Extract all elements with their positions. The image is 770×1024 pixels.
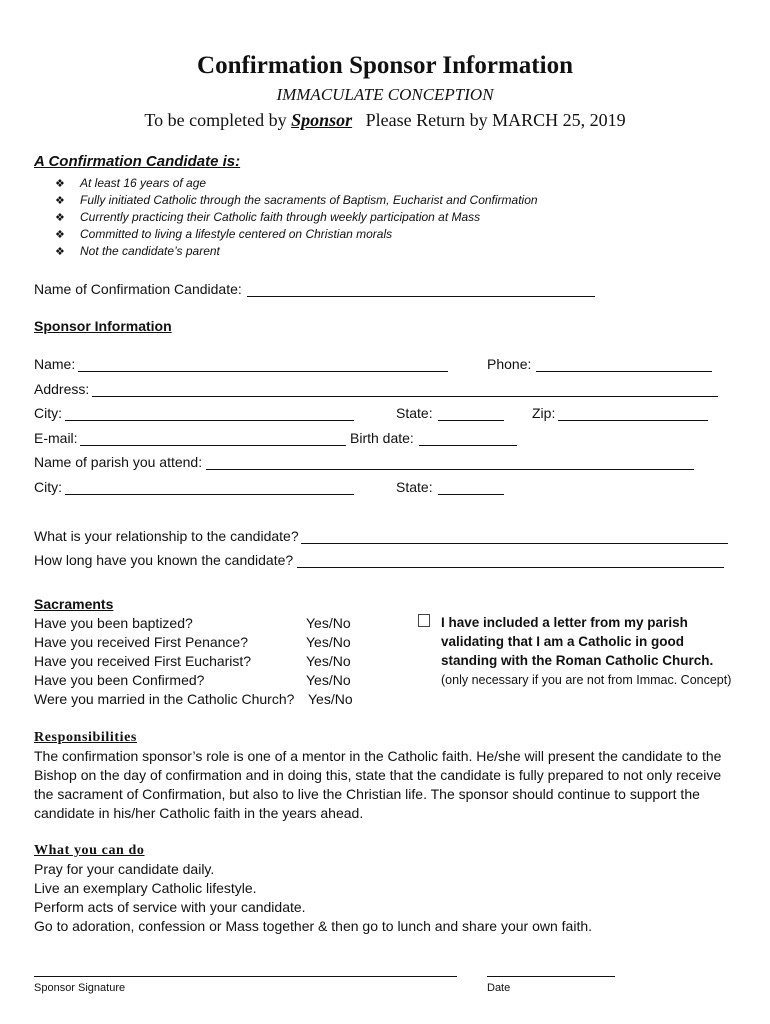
letter-text: I have included a letter from my parish [441, 615, 688, 630]
bullet-icon: ❖ [55, 246, 65, 258]
responsibilities-text: The confirmation sponsor’s role is one of a mentor in the Catholic faith. He/she will present the candidate to the Bishop on the day of confirmation and in doing this, state that the candidate is fully prepared to not only receive the sacrament of Confirmation, but also to live the Christian life. The sponsor should continue to support the candidate in his/her Catholic faith in the years ahead. [34, 748, 722, 821]
list-item: Pray for your candidate daily. [34, 861, 215, 877]
list-item: Go to adoration, confession or Mass together & then go to lunch and share your own faith. [34, 918, 593, 934]
sponsor-name-field[interactable] [78, 371, 448, 372]
letter-text: validating that I am a Catholic in good [441, 634, 685, 649]
sponsor-signature-label: Sponsor Signature [34, 982, 126, 994]
parish-state-label: State: [396, 479, 433, 495]
candidate-heading: A Confirmation Candidate is: [34, 153, 241, 170]
date-field[interactable] [487, 976, 615, 977]
yes-no-answer[interactable]: Yes/No [308, 691, 353, 707]
parish-city-label: City: [34, 479, 62, 495]
yes-no-answer[interactable]: Yes/No [306, 672, 351, 688]
sacrament-question: Have you received First Eucharist? [34, 653, 252, 669]
address-label: Address: [34, 381, 90, 397]
completed-prefix: To be completed by [144, 110, 287, 130]
responsibilities-heading: Responsibilities [34, 730, 137, 745]
yes-no-answer[interactable]: Yes/No [306, 653, 351, 669]
parish-state-field[interactable] [438, 494, 504, 495]
state-label: State: [396, 405, 433, 421]
email-field[interactable] [80, 445, 346, 446]
bullet-icon: ❖ [55, 229, 65, 241]
sponsor-heading: Sponsor Information [34, 318, 172, 334]
sacrament-question: Have you been Confirmed? [34, 672, 205, 688]
criterion-item: ❖ Committed to living a lifestyle centered on Christian morals [55, 227, 393, 241]
relationship-label: What is your relationship to the candidate? [34, 528, 299, 544]
candidate-name-label: Name of Confirmation Candidate: [34, 281, 242, 297]
parish-city-field[interactable] [65, 494, 354, 495]
zip-label: Zip: [532, 405, 556, 421]
phone-label: Phone: [487, 356, 532, 372]
completed-by-line [0, 110, 770, 131]
bullet-icon: ❖ [55, 178, 65, 190]
birth-date-field[interactable] [419, 445, 517, 446]
known-label: How long have you known the candidate? [34, 552, 294, 568]
candidate-name-field[interactable] [247, 296, 595, 297]
phone-field[interactable] [536, 371, 712, 372]
letter-text: standing with the Roman Catholic Church. [441, 653, 714, 668]
parish-field[interactable] [206, 469, 694, 470]
parish-label: Name of parish you attend: [34, 454, 203, 470]
address-field[interactable] [92, 396, 718, 397]
sacrament-question: Have you received First Penance? [34, 634, 248, 650]
bullet-icon: ❖ [55, 195, 65, 207]
email-label: E-mail: [34, 430, 78, 446]
yes-no-answer[interactable]: Yes/No [306, 634, 351, 650]
what-you-can-do-heading: What you can do [34, 843, 145, 858]
bullet-icon: ❖ [55, 212, 65, 224]
completed-by-sponsor: Sponsor [291, 110, 353, 130]
return-by: Please Return by MARCH 25, 2019 [365, 110, 626, 130]
sponsor-signature-field[interactable] [34, 976, 457, 977]
criterion-item: ❖ Fully initiated Catholic through the sacraments of Baptism, Eucharist and Confirmation [55, 193, 538, 207]
sacrament-question: Were you married in the Catholic Church? [34, 691, 295, 707]
state-field[interactable] [438, 420, 504, 421]
sacraments-heading: Sacraments [34, 596, 114, 612]
date-label: Date [487, 982, 511, 994]
zip-field[interactable] [558, 420, 708, 421]
list-item: Perform acts of service with your candidate. [34, 899, 306, 915]
yes-no-answer[interactable]: Yes/No [306, 615, 351, 631]
list-item: Live an exemplary Catholic lifestyle. [34, 880, 257, 896]
page-title: Confirmation Sponsor Information [197, 52, 573, 79]
sponsor-name-label: Name: [34, 356, 76, 372]
criterion-item: ❖ At least 16 years of age [55, 176, 207, 190]
sacrament-question: Have you been baptized? [34, 615, 193, 631]
birth-date-label: Birth date: [350, 430, 414, 446]
city-label: City: [34, 405, 62, 421]
city-field[interactable] [65, 420, 354, 421]
parish-name: IMMACULATE CONCEPTION [276, 85, 494, 104]
relationship-field[interactable] [301, 543, 728, 544]
criterion-item: ❖ Not the candidate’s parent [55, 244, 220, 258]
letter-checkbox[interactable] [418, 614, 430, 627]
letter-note: (only necessary if you are not from Immac. Concept) [441, 673, 732, 687]
criterion-item: ❖ Currently practicing their Catholic faith through weekly participation at Mass [55, 210, 481, 224]
known-field[interactable] [297, 567, 724, 568]
